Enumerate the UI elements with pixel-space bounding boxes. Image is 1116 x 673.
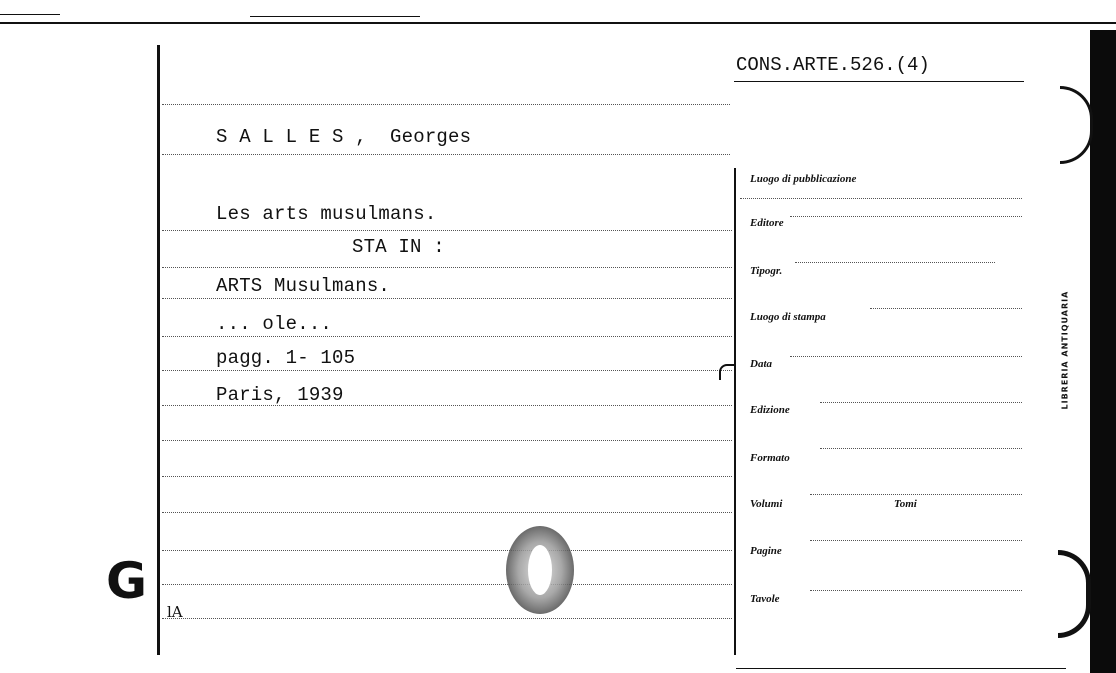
rule-line [162, 584, 732, 585]
index-letter: G [106, 552, 148, 610]
field-tavole: Tavole [750, 593, 780, 605]
pages-line: pagg. 1- 105 [216, 347, 356, 369]
field-data: Data [750, 358, 772, 370]
field-formato: Formato [750, 452, 790, 464]
left-margin-rule [157, 45, 160, 655]
rule-line [162, 550, 732, 551]
rule-line [162, 336, 732, 337]
binding-clip-bottom [1058, 550, 1091, 638]
host-title: ARTS Musulmans. [216, 275, 391, 297]
rule-line [162, 154, 730, 155]
rule-line [162, 230, 732, 231]
sta-in-label: STA IN : [352, 236, 445, 258]
rule-line [162, 440, 732, 441]
rule-line [162, 476, 732, 477]
form-divider-rule [734, 168, 736, 655]
field-editore: Editore [750, 217, 784, 229]
field-tomi: Tomi [894, 498, 917, 510]
rule-line [162, 104, 730, 105]
call-number-underline [734, 81, 1024, 82]
hook-mark [719, 364, 735, 380]
punch-hole-center [528, 545, 552, 595]
rule-line [162, 298, 732, 299]
place-year-line: Paris, 1939 [216, 384, 344, 406]
scan-edge-strip [1090, 30, 1116, 673]
rule-line [162, 512, 732, 513]
handwritten-mark: lA [167, 603, 183, 621]
field-luogo-pubblicazione: Luogo di pubblicazione [750, 173, 857, 185]
top-edge-line [0, 22, 1116, 24]
form-rule [820, 448, 1022, 449]
top-edge-line-2 [0, 14, 60, 15]
field-tipogr: Tipogr. [750, 265, 783, 277]
form-rule [810, 590, 1022, 591]
form-rule [790, 216, 1022, 217]
rule-line [162, 618, 732, 619]
rule-line [162, 267, 732, 268]
abbreviation: ... ole... [216, 313, 333, 335]
call-number: CONS.ARTE.526.(4) [736, 54, 930, 76]
field-luogo-stampa: Luogo di stampa [750, 311, 826, 323]
form-rule [870, 308, 1022, 309]
form-rule [810, 494, 1022, 495]
author-heading: S A L L E S , Georges [216, 126, 472, 148]
binding-clip-top [1060, 86, 1093, 164]
field-edizione: Edizione [750, 404, 790, 416]
form-rule [820, 402, 1022, 403]
form-rule [790, 356, 1022, 357]
title-line: Les arts musulmans. [216, 203, 437, 225]
form-rule [810, 540, 1022, 541]
rule-line [162, 370, 732, 371]
side-stamp: LIBRERIA ANTIQUARIA [1060, 290, 1070, 410]
field-pagine: Pagine [750, 545, 782, 557]
form-rule [795, 262, 995, 263]
bottom-edge-line [736, 668, 1066, 669]
form-rule [740, 198, 1022, 199]
field-volumi: Volumi [750, 498, 783, 510]
top-edge-line-3 [250, 16, 420, 17]
